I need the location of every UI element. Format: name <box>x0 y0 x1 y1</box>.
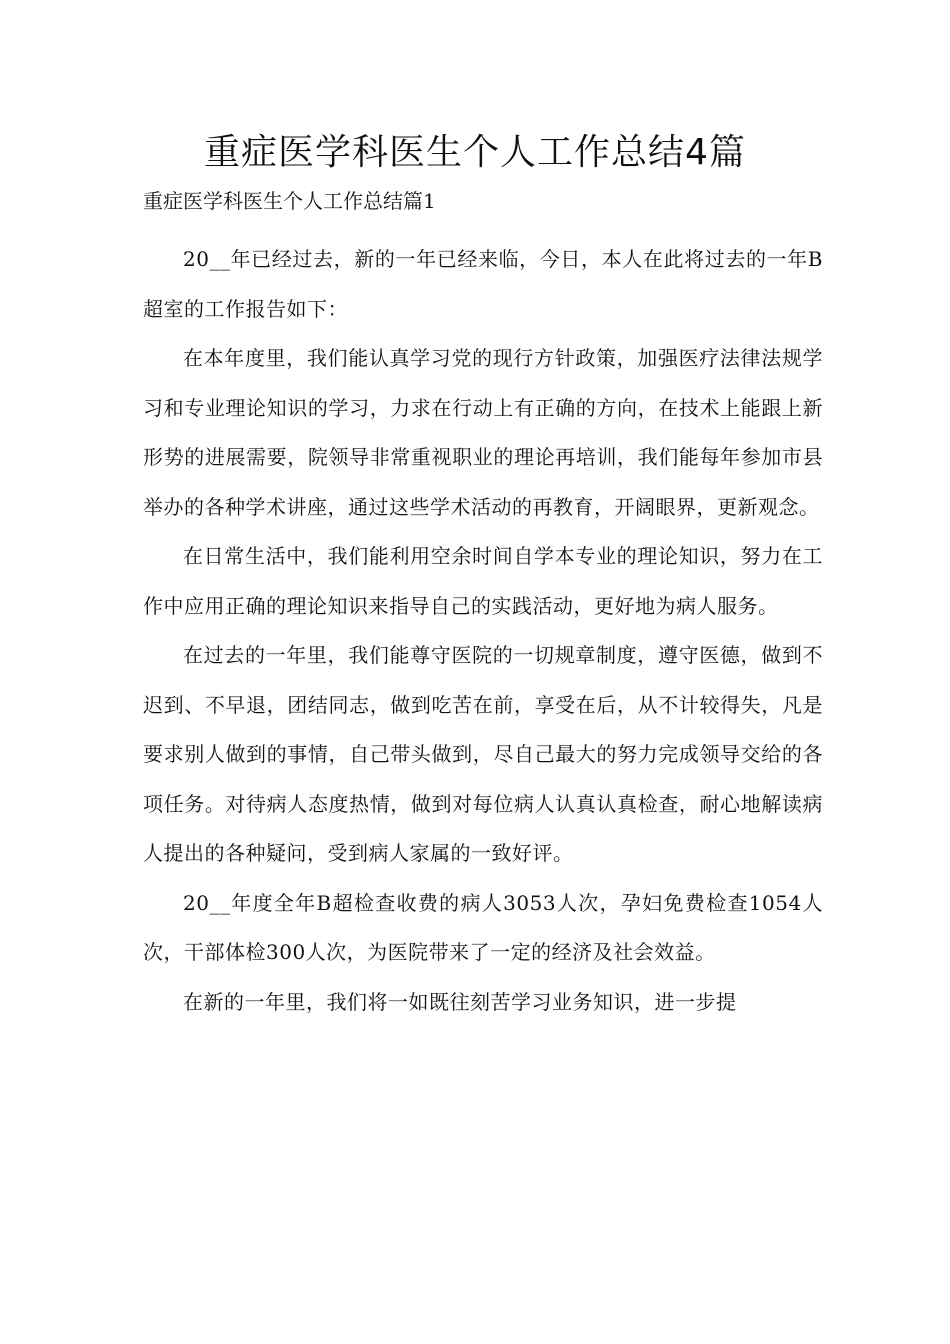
paragraph-5: 20__年度全年B超检查收费的病人3053人次，孕妇免费检查1054人次，干部体检300人次，为医院带来了一定的经济及社会效益。 <box>143 890 823 964</box>
document-title: 重症医学科医生个人工作总结4篇 <box>204 132 746 173</box>
paragraph-1: 20__年已经过去，新的一年已经来临，今日，本人在此将过去的一年B超室的工作报告如下： <box>143 247 823 321</box>
paragraph-3: 在日常生活中，我们能利用空余时间自学本专业的理论知识，努力在工作中应用正确的理论知识来指导自己的实践活动，更好地为病人服务。 <box>143 544 823 618</box>
document-body <box>143 235 823 1027</box>
paragraph-6: 在新的一年里，我们将一如既往刻苦学习业务知识，进一步提 <box>183 989 737 1014</box>
section-heading: 重症医学科医生个人工作总结篇1 <box>143 189 436 213</box>
paragraph-4: 在过去的一年里，我们能尊守医院的一切规章制度，遵守医德，做到不迟到、不早退，团结同志，做到吃苦在前，享受在后，从不计较得失，凡是要求别人做到的事情，自己带头做到，尽自己最大的努力完成领导交给的各项任务。对待病人态度热情，做到对每位病人认真认真检查，耐心地解读病人提出的各种疑问，受到病人家属的一致好评。 <box>143 643 823 865</box>
paragraph-2: 在本年度里，我们能认真学习党的现行方针政策，加强医疗法律法规学习和专业理论知识的学习，力求在行动上有正确的方向，在技术上能跟上新形势的进展需要，院领导非常重视职业的理论再培训，我们能每年参加市县举办的各种学术讲座，通过这些学术活动的再教育，开阔眼界，更新观念。 <box>143 346 823 519</box>
